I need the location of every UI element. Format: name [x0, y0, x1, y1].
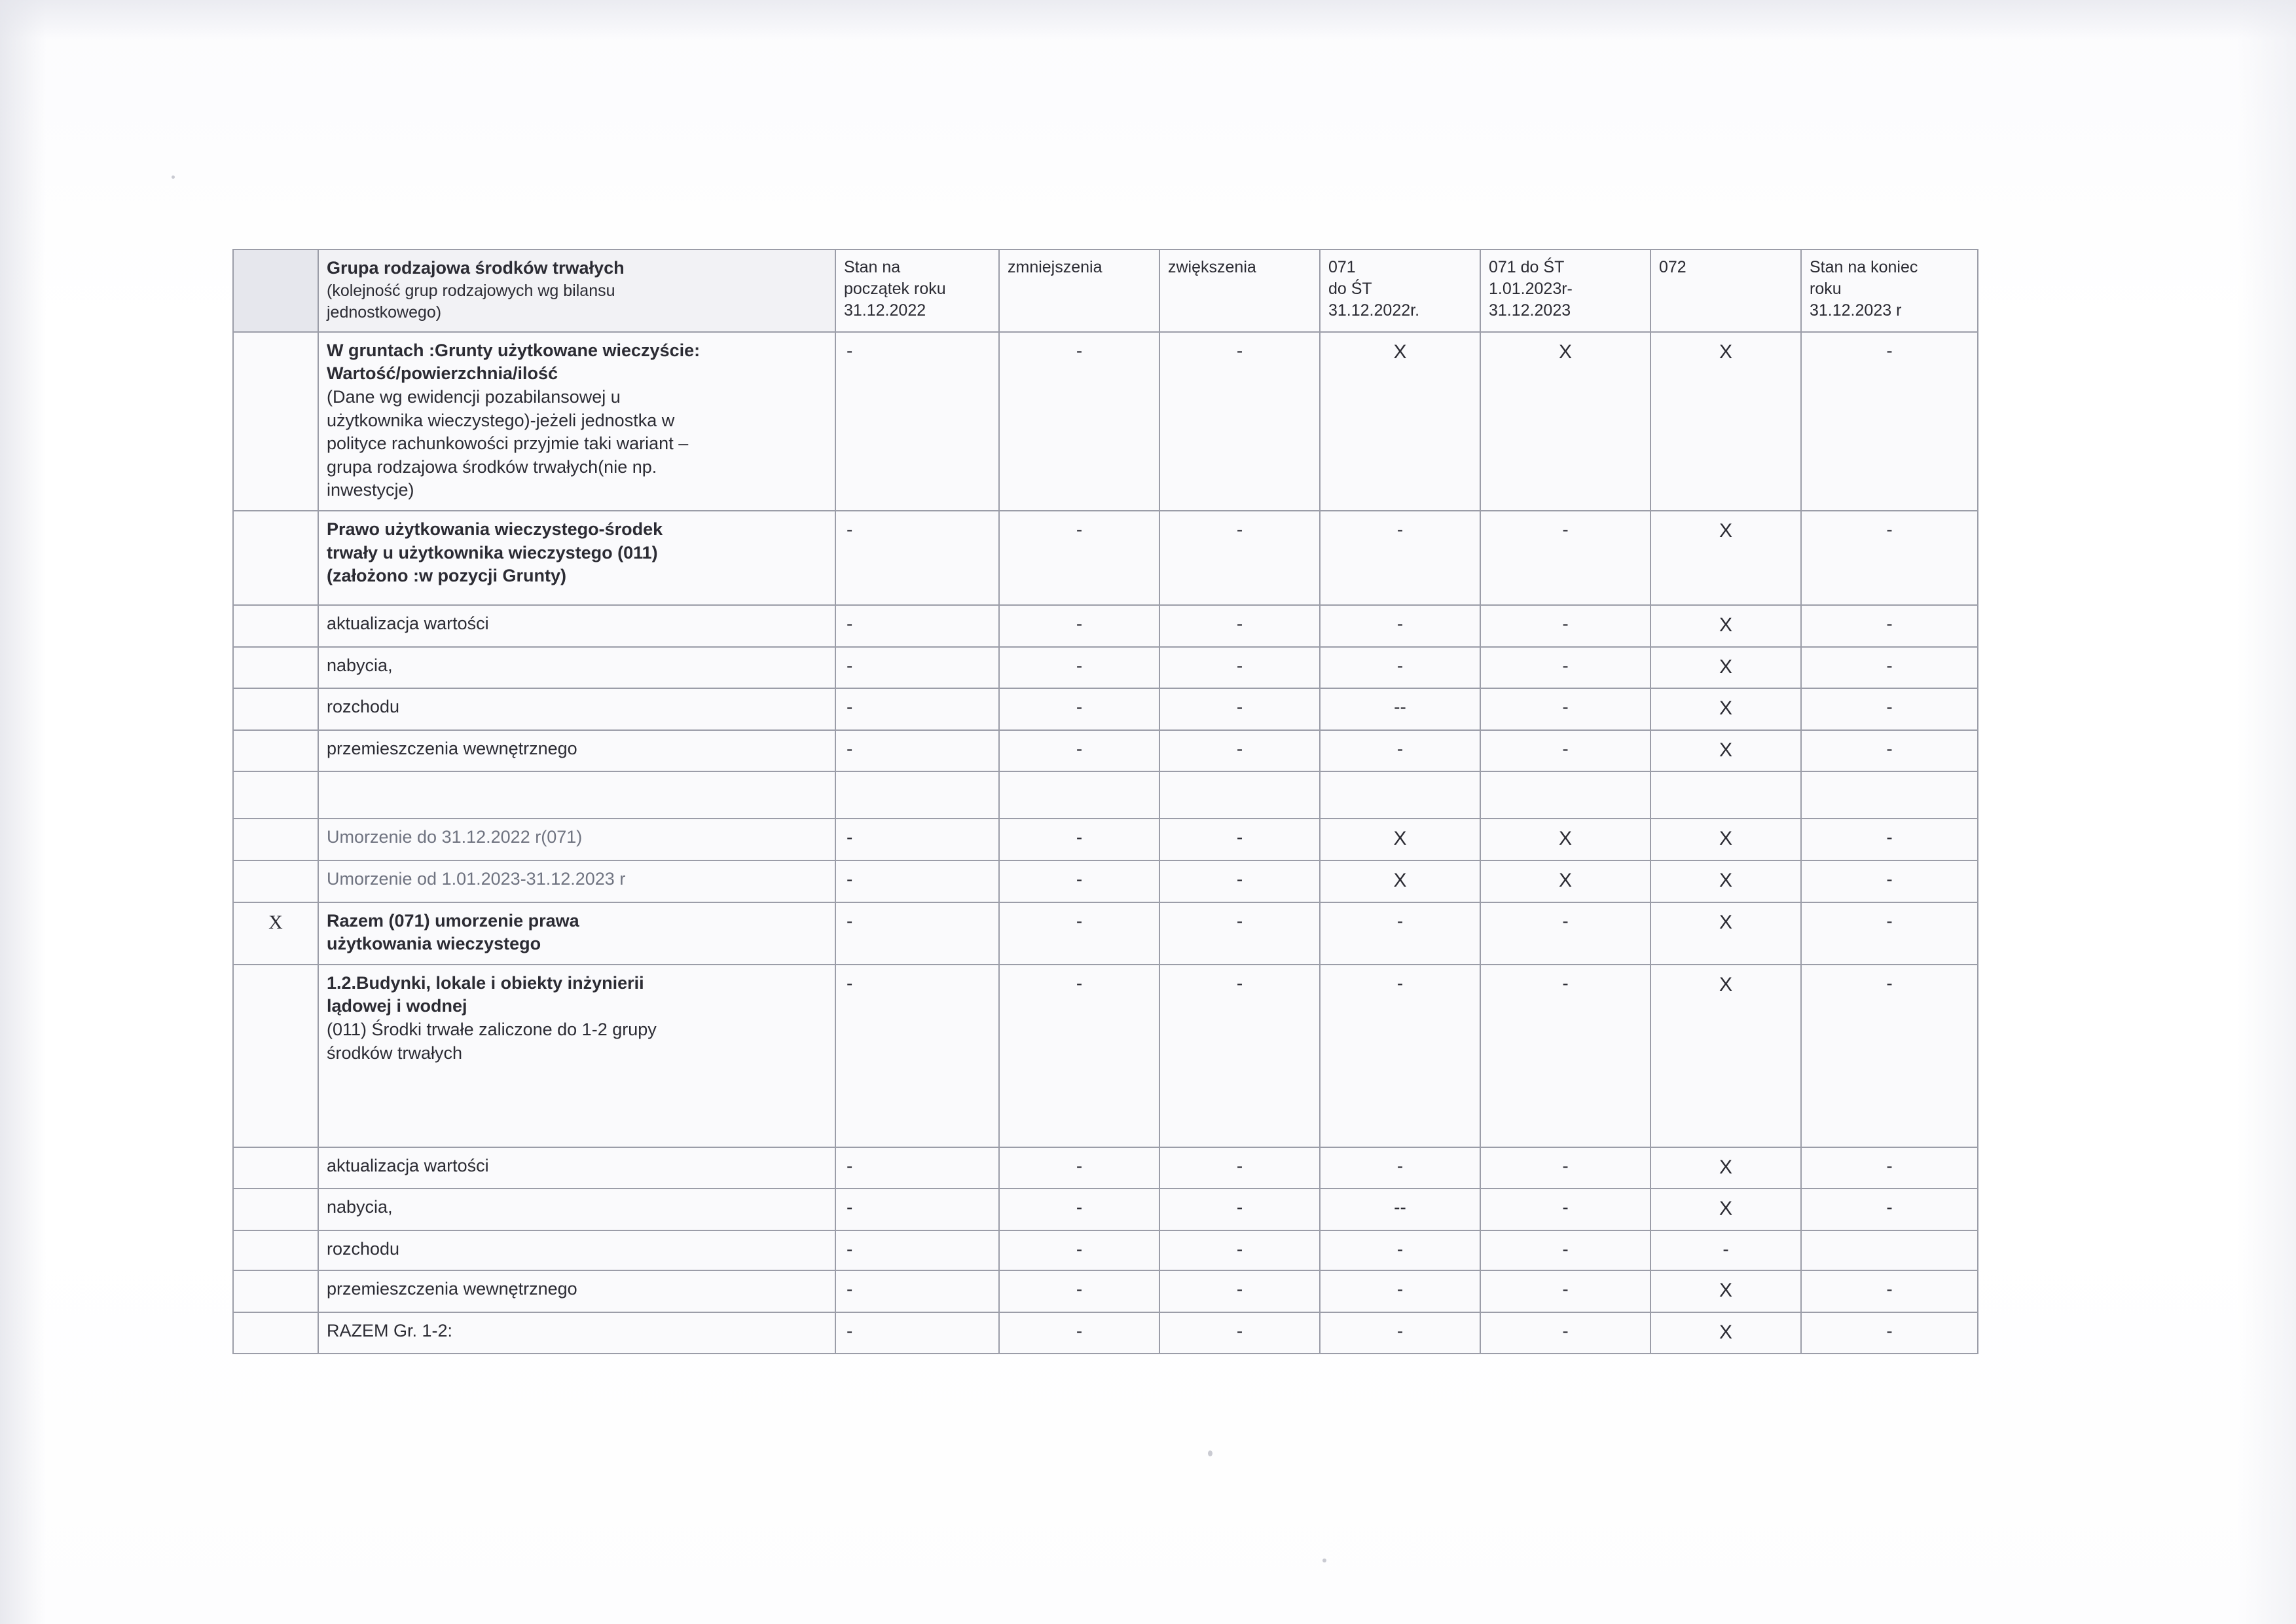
opening-balance-cell: - [835, 965, 999, 1147]
asset-group-name-line: RAZEM Gr. 1-2: [327, 1320, 453, 1340]
decrease-cell: - [999, 819, 1159, 860]
closing-balance-cell: - [1801, 1312, 1978, 1354]
decrease-cell: - [999, 965, 1159, 1147]
header-071-2023 [1480, 249, 1650, 332]
closing-balance-cell: - [1801, 1189, 1978, 1230]
dep-071-2023-cell: - [1480, 605, 1650, 647]
x-mark: X [1719, 520, 1732, 542]
closing-balance-cell: - [1801, 605, 1978, 647]
asset-group-name-cell [318, 647, 835, 689]
asset-group-name-line: użytkowania wieczystego [327, 934, 541, 954]
row-mark-cell [233, 1230, 318, 1270]
table-row[interactable] [233, 688, 1978, 730]
opening-balance-cell: - [835, 511, 999, 605]
dep-071-2022-cell [1320, 332, 1480, 511]
dep-071-2022-cell: - [1320, 511, 1480, 605]
fixed-assets-table-container [232, 249, 1977, 1354]
row-mark-cell [233, 688, 318, 730]
asset-group-name-cell [318, 819, 835, 860]
header-071st-line2: 1.01.2023r- [1489, 280, 1573, 298]
account-072-cell [1650, 730, 1801, 772]
account-072-cell [1650, 332, 1801, 511]
spacer-cell [1320, 771, 1480, 819]
dep-071-2023-cell [1480, 819, 1650, 860]
account-072-cell [1650, 819, 1801, 860]
asset-group-name-line: aktualizacja wartości [327, 614, 489, 633]
account-072-cell: - [1650, 1230, 1801, 1270]
x-mark: X [1719, 1156, 1732, 1178]
spacer-cell [233, 771, 318, 819]
header-closing-line1: Stan na koniec [1810, 258, 1918, 276]
closing-balance-cell [1801, 1230, 1978, 1270]
opening-balance-cell: - [835, 819, 999, 860]
account-072-cell [1650, 1189, 1801, 1230]
asset-group-name-line: rozchodu [327, 697, 400, 717]
page-edge-shadow-top [0, 0, 2296, 39]
increase-cell: - [1159, 1270, 1320, 1312]
asset-group-name-line: Umorzenie do 31.12.2022 r(071) [327, 827, 583, 847]
header-decrease-label: zmniejszenia [1008, 258, 1102, 276]
table-row[interactable] [233, 647, 1978, 689]
x-mark: X [1719, 341, 1732, 363]
asset-group-name-line: inwestycje) [327, 480, 414, 500]
account-072-cell [1650, 1312, 1801, 1354]
header-opening-line3: 31.12.2022 [844, 301, 926, 320]
table-row[interactable] [233, 1230, 1978, 1270]
row-mark-cell [233, 819, 318, 860]
asset-group-name-line: W gruntach :Grunty użytkowane wieczyście: [327, 340, 701, 360]
account-072-cell [1650, 605, 1801, 647]
scan-speck [172, 175, 175, 179]
increase-cell: - [1159, 1230, 1320, 1270]
increase-cell: - [1159, 688, 1320, 730]
spacer-cell [1480, 771, 1650, 819]
header-closing-line2: roku [1810, 280, 1842, 298]
dep-071-2022-cell: - [1320, 647, 1480, 689]
asset-group-name-line: (Dane wg ewidencji pozabilansowej u [327, 386, 621, 407]
header-071-line3: 31.12.2022r. [1328, 301, 1420, 320]
opening-balance-cell: - [835, 332, 999, 511]
increase-cell: - [1159, 1189, 1320, 1230]
increase-cell: - [1159, 902, 1320, 965]
decrease-cell: - [999, 860, 1159, 902]
table-row[interactable] [233, 965, 1978, 1147]
closing-balance-cell: - [1801, 332, 1978, 511]
decrease-cell: - [999, 605, 1159, 647]
table-spacer-row [233, 771, 1978, 819]
header-asset-group-sub2: jednostkowego) [327, 303, 442, 322]
header-closing-balance [1801, 249, 1978, 332]
increase-cell: - [1159, 1147, 1320, 1189]
x-mark: X [1719, 828, 1732, 850]
decrease-cell: - [999, 730, 1159, 772]
closing-balance-cell: - [1801, 965, 1978, 1147]
spacer-cell [835, 771, 999, 819]
decrease-cell: - [999, 1230, 1159, 1270]
x-mark: X [1719, 869, 1732, 891]
dep-071-2022-cell: - [1320, 730, 1480, 772]
closing-balance-cell: - [1801, 511, 1978, 605]
dep-071-2023-cell: - [1480, 688, 1650, 730]
opening-balance-cell: - [835, 902, 999, 965]
asset-group-name-line: nabycia, [327, 655, 393, 675]
asset-group-name-cell [318, 1189, 835, 1230]
header-071-2022 [1320, 249, 1480, 332]
opening-balance-cell: - [835, 1189, 999, 1230]
decrease-cell: - [999, 1147, 1159, 1189]
asset-group-name-cell [318, 860, 835, 902]
asset-group-name-line: Razem (071) umorzenie prawa [327, 910, 579, 931]
header-asset-group-sub1: (kolejność grup rodzajowych wg bilansu [327, 281, 615, 300]
row-mark-cell [233, 1189, 318, 1230]
header-increase-label: zwiększenia [1168, 258, 1256, 276]
asset-group-name-cell [318, 1147, 835, 1189]
increase-cell: - [1159, 647, 1320, 689]
x-mark: X [1558, 341, 1572, 363]
table-row[interactable] [233, 1189, 1978, 1230]
row-mark-cell [233, 730, 318, 772]
account-072-cell [1650, 647, 1801, 689]
dep-071-2023-cell: - [1480, 1147, 1650, 1189]
dep-071-2022-cell: - [1320, 1147, 1480, 1189]
asset-group-name-line: 1.2.Budynki, lokale i obiekty inżynierii [327, 972, 644, 993]
dep-071-2023-cell [1480, 332, 1650, 511]
row-mark-cell [233, 332, 318, 511]
scan-speck [1322, 1559, 1326, 1562]
x-mark: X [1719, 697, 1732, 720]
x-mark: X [1719, 911, 1732, 933]
opening-balance-cell: - [835, 1230, 999, 1270]
page-edge-shadow-right [2237, 0, 2296, 1624]
asset-group-name-cell [318, 688, 835, 730]
closing-balance-cell: - [1801, 1147, 1978, 1189]
account-072-cell [1650, 965, 1801, 1147]
spacer-cell [1650, 771, 1801, 819]
header-increase [1159, 249, 1320, 332]
account-072-cell [1650, 902, 1801, 965]
table-row[interactable] [233, 730, 1978, 772]
table-header [233, 249, 1978, 332]
dep-071-2022-cell: - [1320, 965, 1480, 1147]
x-mark: X [1558, 869, 1572, 891]
header-opening-line1: Stan na [844, 258, 901, 276]
header-072 [1650, 249, 1801, 332]
table-row[interactable] [233, 1147, 1978, 1189]
asset-group-name-cell [318, 332, 835, 511]
decrease-cell: - [999, 332, 1159, 511]
header-071-line1: 071 [1328, 258, 1356, 276]
closing-balance-cell: - [1801, 647, 1978, 689]
asset-group-name-line: przemieszczenia wewnętrznego [327, 1278, 577, 1299]
header-mark-column [233, 249, 318, 332]
table-row[interactable] [233, 902, 1978, 965]
asset-group-name-line: lądowej i wodnej [327, 996, 467, 1016]
dep-071-2023-cell: - [1480, 730, 1650, 772]
spacer-cell [999, 771, 1159, 819]
decrease-cell: - [999, 1312, 1159, 1354]
closing-balance-cell: - [1801, 1270, 1978, 1312]
asset-group-name-cell [318, 1312, 835, 1354]
asset-group-name-cell [318, 605, 835, 647]
opening-balance-cell: - [835, 1270, 999, 1312]
table-row[interactable] [233, 511, 1978, 605]
increase-cell: - [1159, 860, 1320, 902]
increase-cell: - [1159, 511, 1320, 605]
x-mark: X [1719, 655, 1732, 678]
spacer-cell [318, 771, 835, 819]
header-071st-line3: 31.12.2023 [1489, 301, 1571, 320]
table-body [233, 332, 1978, 1354]
row-mark-cell [233, 605, 318, 647]
table-row[interactable] [233, 1270, 1978, 1312]
asset-group-name-line: trwały u użytkownika wieczystego (011) [327, 542, 658, 563]
dep-071-2022-cell [1320, 860, 1480, 902]
dep-071-2022-cell: - [1320, 1270, 1480, 1312]
increase-cell: - [1159, 730, 1320, 772]
row-mark-cell [233, 1147, 318, 1189]
asset-group-name-line: Umorzenie od 1.01.2023-31.12.2023 r [327, 868, 626, 889]
x-mark: X [1393, 828, 1407, 850]
x-mark: X [1719, 973, 1732, 995]
dep-071-2022-cell [1320, 819, 1480, 860]
dep-071-2023-cell: - [1480, 1230, 1650, 1270]
asset-group-name-cell [318, 1270, 835, 1312]
opening-balance-cell: - [835, 730, 999, 772]
closing-balance-cell: - [1801, 730, 1978, 772]
dep-071-2022-cell: - [1320, 1230, 1480, 1270]
row-mark-cell: X [233, 902, 318, 965]
table-header-row [233, 249, 1978, 332]
x-mark: X [1719, 1321, 1732, 1343]
account-072-cell [1650, 1147, 1801, 1189]
asset-group-name-line: grupa rodzajowa środków trwałych(nie np. [327, 456, 657, 477]
account-072-cell [1650, 860, 1801, 902]
dep-071-2023-cell [1480, 860, 1650, 902]
asset-group-name-line: aktualizacja wartości [327, 1155, 489, 1175]
row-mark-cell [233, 647, 318, 689]
dep-071-2023-cell: - [1480, 1270, 1650, 1312]
asset-group-name-line: Prawo użytkowania wieczystego-środek [327, 519, 663, 539]
opening-balance-cell: - [835, 1312, 999, 1354]
x-mark: X [1393, 869, 1407, 891]
table-row[interactable] [233, 860, 1978, 902]
header-opening-balance [835, 249, 999, 332]
x-mark: X [1393, 341, 1407, 363]
dep-071-2023-cell: - [1480, 511, 1650, 605]
row-mark-cell [233, 511, 318, 605]
increase-cell: - [1159, 965, 1320, 1147]
header-decrease [999, 249, 1159, 332]
header-071-line2: do ŚT [1328, 280, 1372, 298]
x-mark: X [1719, 739, 1732, 761]
dep-071-2022-cell: - [1320, 605, 1480, 647]
closing-balance-cell: - [1801, 902, 1978, 965]
page-edge-shadow-left [0, 0, 46, 1624]
scan-speck [1208, 1450, 1212, 1456]
account-072-cell [1650, 1270, 1801, 1312]
x-mark: X [1719, 1279, 1732, 1301]
asset-group-name-line: użytkownika wieczystego)-jeżeli jednostka w [327, 410, 675, 430]
decrease-cell: - [999, 1270, 1159, 1312]
table-row[interactable] [233, 819, 1978, 860]
row-mark-cell [233, 860, 318, 902]
spacer-cell [1801, 771, 1978, 819]
opening-balance-cell: - [835, 1147, 999, 1189]
decrease-cell: - [999, 688, 1159, 730]
table-row[interactable] [233, 1312, 1978, 1354]
dep-071-2023-cell: - [1480, 965, 1650, 1147]
header-asset-group-title: Grupa rodzajowa środków trwałych [327, 258, 625, 278]
decrease-cell: - [999, 511, 1159, 605]
closing-balance-cell: - [1801, 860, 1978, 902]
header-072-label: 072 [1659, 258, 1686, 276]
increase-cell: - [1159, 332, 1320, 511]
closing-balance-cell: - [1801, 688, 1978, 730]
opening-balance-cell: - [835, 860, 999, 902]
asset-group-name-line: rozchodu [327, 1239, 400, 1259]
asset-group-name-line: przemieszczenia wewnętrznego [327, 738, 577, 758]
asset-group-name-line: (011) Środki trwałe zaliczone do 1-2 grupy [327, 1020, 657, 1040]
dep-071-2022-cell: - [1320, 1312, 1480, 1354]
asset-group-name-cell [318, 511, 835, 605]
dep-071-2022-cell: -- [1320, 688, 1480, 730]
decrease-cell: - [999, 647, 1159, 689]
fixed-assets-table [232, 249, 1978, 1354]
account-072-cell [1650, 511, 1801, 605]
opening-balance-cell: - [835, 605, 999, 647]
closing-balance-cell: - [1801, 819, 1978, 860]
increase-cell: - [1159, 819, 1320, 860]
increase-cell: - [1159, 1312, 1320, 1354]
x-mark: X [1558, 828, 1572, 850]
x-mark: X [1719, 614, 1732, 636]
dep-071-2023-cell: - [1480, 1189, 1650, 1230]
increase-cell: - [1159, 605, 1320, 647]
asset-group-name-cell [318, 902, 835, 965]
asset-group-name-line: Wartość/powierzchnia/ilość [327, 363, 558, 384]
account-072-cell [1650, 688, 1801, 730]
header-asset-group-column [318, 249, 835, 332]
row-mark-cell [233, 1312, 318, 1354]
asset-group-name-cell [318, 965, 835, 1147]
table-row[interactable] [233, 605, 1978, 647]
opening-balance-cell: - [835, 647, 999, 689]
asset-group-name-line: nabycia, [327, 1197, 393, 1217]
dep-071-2023-cell: - [1480, 1312, 1650, 1354]
asset-group-name-cell [318, 730, 835, 772]
row-mark-cell [233, 1270, 318, 1312]
header-071st-line1: 071 do ŚT [1489, 258, 1565, 276]
table-row[interactable] [233, 332, 1978, 511]
asset-group-name-line: (założono :w pozycji Grunty) [327, 566, 566, 586]
dep-071-2023-cell: - [1480, 647, 1650, 689]
decrease-cell: - [999, 902, 1159, 965]
x-mark: X [1719, 1198, 1732, 1220]
spacer-cell [1159, 771, 1320, 819]
decrease-cell: - [999, 1189, 1159, 1230]
dep-071-2023-cell: - [1480, 902, 1650, 965]
asset-group-name-line: środków trwałych [327, 1043, 463, 1063]
asset-group-name-line: polityce rachunkowości przyjmie taki wariant – [327, 434, 689, 454]
asset-group-name-cell [318, 1230, 835, 1270]
row-mark-cell [233, 965, 318, 1147]
header-opening-line2: początek roku [844, 280, 946, 298]
header-closing-line3: 31.12.2023 r [1810, 301, 1902, 320]
dep-071-2022-cell: - [1320, 902, 1480, 965]
dep-071-2022-cell: -- [1320, 1189, 1480, 1230]
opening-balance-cell: - [835, 688, 999, 730]
